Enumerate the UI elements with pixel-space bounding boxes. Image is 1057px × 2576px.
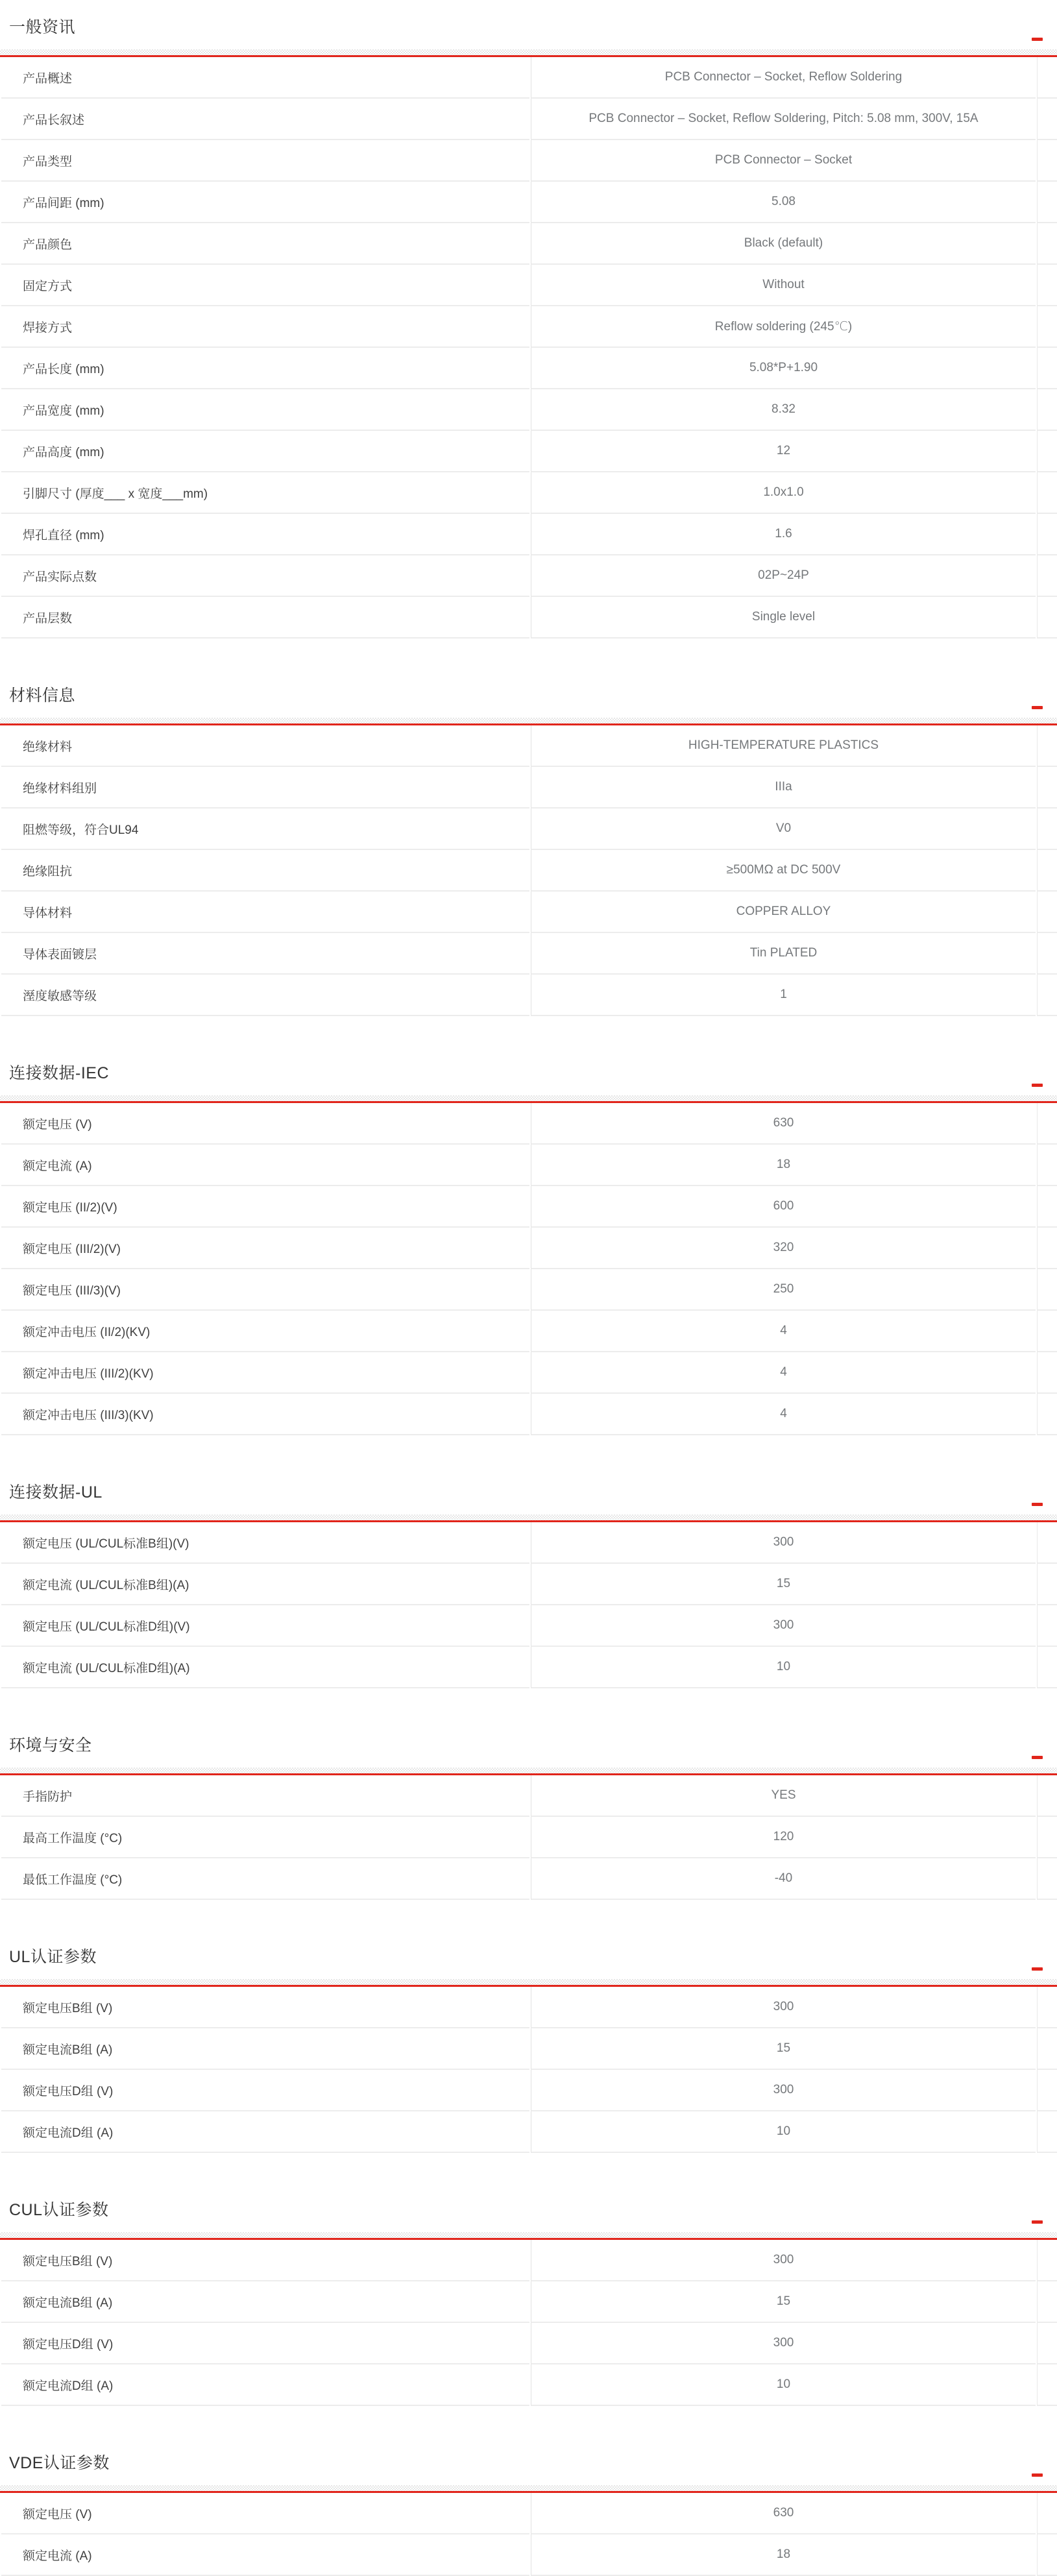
table-row bbox=[1, 265, 1057, 306]
section-divider-band bbox=[0, 718, 1057, 725]
spec-value: Reflow soldering (245℃) bbox=[531, 306, 1036, 348]
table-row bbox=[1, 2534, 1057, 2576]
product-spec-page bbox=[0, 17, 1057, 2576]
section-divider-band bbox=[0, 1095, 1057, 1103]
table-row bbox=[1, 1647, 1057, 1688]
spec-spacer-cell bbox=[1037, 808, 1057, 850]
collapse-minus-icon[interactable] bbox=[1032, 1084, 1043, 1087]
table-row bbox=[1, 850, 1057, 892]
spec-label: 额定电流 (A) bbox=[1, 2534, 529, 2576]
spec-spacer-cell bbox=[1037, 1269, 1057, 1311]
spec-spacer-cell bbox=[1037, 850, 1057, 892]
spec-label: 产品长度 (mm) bbox=[1, 348, 529, 389]
spec-spacer-cell bbox=[1037, 1605, 1057, 1647]
table-row bbox=[1, 1605, 1057, 1647]
table-row bbox=[1, 2364, 1057, 2406]
section-title: 材料信息 bbox=[9, 687, 76, 705]
table-row bbox=[1, 1987, 1057, 2028]
spec-value: 15 bbox=[531, 1564, 1036, 1605]
spec-label: 额定电压B组 (V) bbox=[1, 1987, 529, 2028]
spec-label: 产品类型 bbox=[1, 140, 529, 182]
spec-value: 10 bbox=[531, 1647, 1036, 1688]
spec-label: 最低工作温度 (°C) bbox=[1, 1858, 529, 1900]
spec-table-body bbox=[1, 1987, 1057, 2153]
spec-label: 导体材料 bbox=[1, 892, 529, 933]
table-row bbox=[1, 2111, 1057, 2153]
spec-spacer-cell bbox=[1037, 597, 1057, 638]
spec-label: 额定电流 (UL/CUL标准B组)(A) bbox=[1, 1564, 529, 1605]
section-divider-band bbox=[0, 2485, 1057, 2493]
section-title: UL认证参数 bbox=[9, 1948, 97, 1966]
spec-table bbox=[0, 57, 1057, 638]
spec-value: PCB Connector – Socket, Reflow Soldering, Pitch: 5.08 mm, 300V, 15A bbox=[531, 99, 1036, 140]
section-header bbox=[0, 685, 1057, 706]
section-header bbox=[0, 17, 1057, 38]
table-row bbox=[1, 348, 1057, 389]
spec-value: 5.08 bbox=[531, 182, 1036, 223]
table-row bbox=[1, 431, 1057, 472]
spec-spacer-cell bbox=[1037, 2493, 1057, 2534]
section-divider-band bbox=[0, 49, 1057, 57]
collapse-minus-icon[interactable] bbox=[1032, 1503, 1043, 1506]
spec-label: 产品间距 (mm) bbox=[1, 182, 529, 223]
table-row bbox=[1, 892, 1057, 933]
spec-spacer-cell bbox=[1037, 2070, 1057, 2111]
spec-section-2 bbox=[0, 685, 1057, 1016]
table-row bbox=[1, 1352, 1057, 1394]
table-row bbox=[1, 1817, 1057, 1858]
spec-label: 手指防护 bbox=[1, 1775, 529, 1817]
spec-label: 额定电压 (III/3)(V) bbox=[1, 1269, 529, 1311]
spec-table-body bbox=[1, 1775, 1057, 1900]
spec-value: 15 bbox=[531, 2028, 1036, 2070]
spec-section-3 bbox=[0, 1063, 1057, 1435]
spec-label: 引脚尺寸 (厚度___ x 宽度___mm) bbox=[1, 472, 529, 514]
spec-spacer-cell bbox=[1037, 1145, 1057, 1186]
table-row bbox=[1, 725, 1057, 767]
spec-spacer-cell bbox=[1037, 2323, 1057, 2364]
spec-value: 630 bbox=[531, 2493, 1036, 2534]
table-row bbox=[1, 1228, 1057, 1269]
collapse-minus-icon[interactable] bbox=[1032, 1967, 1043, 1971]
table-row bbox=[1, 1269, 1057, 1311]
spec-table bbox=[0, 2240, 1057, 2406]
spec-label: 产品长叙述 bbox=[1, 99, 529, 140]
spec-section-4 bbox=[0, 1482, 1057, 1688]
spec-value: 4 bbox=[531, 1311, 1036, 1352]
spec-value: 300 bbox=[531, 2240, 1036, 2281]
spec-value: YES bbox=[531, 1775, 1036, 1817]
table-row bbox=[1, 1775, 1057, 1817]
spec-spacer-cell bbox=[1037, 514, 1057, 555]
spec-spacer-cell bbox=[1037, 2028, 1057, 2070]
table-row bbox=[1, 1858, 1057, 1900]
spec-label: 产品实际点数 bbox=[1, 555, 529, 597]
spec-spacer-cell bbox=[1037, 1858, 1057, 1900]
spec-value: Tin PLATED bbox=[531, 933, 1036, 975]
spec-label: 额定冲击电压 (III/2)(KV) bbox=[1, 1352, 529, 1394]
spec-spacer-cell bbox=[1037, 182, 1057, 223]
spec-value: 250 bbox=[531, 1269, 1036, 1311]
spec-label: 额定电压 (UL/CUL标准B组)(V) bbox=[1, 1522, 529, 1564]
table-row bbox=[1, 597, 1057, 638]
spec-spacer-cell bbox=[1037, 431, 1057, 472]
spec-table bbox=[0, 1522, 1057, 1688]
spec-table-body bbox=[1, 1103, 1057, 1435]
table-row bbox=[1, 808, 1057, 850]
table-row bbox=[1, 555, 1057, 597]
spec-value: PCB Connector – Socket, Reflow Soldering bbox=[531, 57, 1036, 99]
spec-value: 1 bbox=[531, 975, 1036, 1016]
spec-value: 1.6 bbox=[531, 514, 1036, 555]
spec-label: 产品高度 (mm) bbox=[1, 431, 529, 472]
spec-label: 溼度敏感等级 bbox=[1, 975, 529, 1016]
table-row bbox=[1, 1522, 1057, 1564]
spec-label: 额定电压B组 (V) bbox=[1, 2240, 529, 2281]
spec-spacer-cell bbox=[1037, 99, 1057, 140]
spec-spacer-cell bbox=[1037, 1522, 1057, 1564]
spec-value: 300 bbox=[531, 1987, 1036, 2028]
spec-value: 120 bbox=[531, 1817, 1036, 1858]
spec-spacer-cell bbox=[1037, 1228, 1057, 1269]
spec-value: 300 bbox=[531, 1605, 1036, 1647]
spec-value: -40 bbox=[531, 1858, 1036, 1900]
spec-table-body bbox=[1, 725, 1057, 1016]
spec-label: 导体表面镀层 bbox=[1, 933, 529, 975]
spec-table bbox=[0, 725, 1057, 1016]
spec-label: 绝缘材料 bbox=[1, 725, 529, 767]
spec-section-7 bbox=[0, 2200, 1057, 2406]
spec-spacer-cell bbox=[1037, 472, 1057, 514]
spec-label: 产品宽度 (mm) bbox=[1, 389, 529, 431]
spec-spacer-cell bbox=[1037, 140, 1057, 182]
spec-spacer-cell bbox=[1037, 2281, 1057, 2323]
spec-label: 焊孔直径 (mm) bbox=[1, 514, 529, 555]
spec-label: 额定电流B组 (A) bbox=[1, 2028, 529, 2070]
section-divider-band bbox=[0, 1768, 1057, 1775]
table-row bbox=[1, 2028, 1057, 2070]
spec-section-1 bbox=[0, 17, 1057, 638]
spec-value: 10 bbox=[531, 2111, 1036, 2153]
spec-value: IIIa bbox=[531, 767, 1036, 808]
spec-table-body bbox=[1, 1522, 1057, 1688]
spec-value: HIGH-TEMPERATURE PLASTICS bbox=[531, 725, 1036, 767]
table-row bbox=[1, 2281, 1057, 2323]
spec-section-5 bbox=[0, 1735, 1057, 1900]
spec-value: 8.32 bbox=[531, 389, 1036, 431]
table-row bbox=[1, 933, 1057, 975]
spec-label: 产品颜色 bbox=[1, 223, 529, 265]
collapse-minus-icon[interactable] bbox=[1032, 38, 1043, 41]
section-title: 连接数据-IEC bbox=[9, 1064, 110, 1082]
spec-table-body bbox=[1, 57, 1057, 638]
spec-label: 额定冲击电压 (II/2)(KV) bbox=[1, 1311, 529, 1352]
table-row bbox=[1, 140, 1057, 182]
table-row bbox=[1, 182, 1057, 223]
spec-value: 4 bbox=[531, 1394, 1036, 1435]
spec-spacer-cell bbox=[1037, 223, 1057, 265]
spec-spacer-cell bbox=[1037, 2534, 1057, 2576]
spec-table bbox=[0, 1775, 1057, 1900]
table-row bbox=[1, 2240, 1057, 2281]
spec-spacer-cell bbox=[1037, 767, 1057, 808]
spec-value: 10 bbox=[531, 2364, 1036, 2406]
spec-spacer-cell bbox=[1037, 348, 1057, 389]
spec-value: 300 bbox=[531, 2070, 1036, 2111]
spec-spacer-cell bbox=[1037, 1564, 1057, 1605]
table-row bbox=[1, 1186, 1057, 1228]
section-divider-band bbox=[0, 1979, 1057, 1987]
table-row bbox=[1, 472, 1057, 514]
table-row bbox=[1, 99, 1057, 140]
spec-label: 绝缘材料组别 bbox=[1, 767, 529, 808]
spec-value: Black (default) bbox=[531, 223, 1036, 265]
section-title: CUL认证参数 bbox=[9, 2201, 109, 2219]
spec-spacer-cell bbox=[1037, 892, 1057, 933]
spec-value: 1.0x1.0 bbox=[531, 472, 1036, 514]
spec-label: 额定电流B组 (A) bbox=[1, 2281, 529, 2323]
section-title: 连接数据-UL bbox=[9, 1483, 103, 1501]
spec-label: 额定电压 (II/2)(V) bbox=[1, 1186, 529, 1228]
spec-spacer-cell bbox=[1037, 1775, 1057, 1817]
table-row bbox=[1, 2493, 1057, 2534]
spec-spacer-cell bbox=[1037, 2364, 1057, 2406]
spec-label: 额定电流 (A) bbox=[1, 1145, 529, 1186]
spec-spacer-cell bbox=[1037, 1186, 1057, 1228]
spec-value: Single level bbox=[531, 597, 1036, 638]
table-row bbox=[1, 1564, 1057, 1605]
spec-value: 600 bbox=[531, 1186, 1036, 1228]
table-row bbox=[1, 2323, 1057, 2364]
table-row bbox=[1, 975, 1057, 1016]
table-row bbox=[1, 767, 1057, 808]
spec-value: PCB Connector – Socket bbox=[531, 140, 1036, 182]
spec-table bbox=[0, 2493, 1057, 2576]
spec-label: 阻燃等级，符合UL94 bbox=[1, 808, 529, 850]
spec-spacer-cell bbox=[1037, 2240, 1057, 2281]
spec-spacer-cell bbox=[1037, 975, 1057, 1016]
collapse-minus-icon[interactable] bbox=[1032, 2220, 1043, 2224]
spec-label: 产品概述 bbox=[1, 57, 529, 99]
table-row bbox=[1, 1311, 1057, 1352]
spec-value: 630 bbox=[531, 1103, 1036, 1145]
spec-spacer-cell bbox=[1037, 306, 1057, 348]
section-title: 一般资讯 bbox=[9, 18, 76, 36]
spec-value: 300 bbox=[531, 2323, 1036, 2364]
spec-spacer-cell bbox=[1037, 265, 1057, 306]
spec-spacer-cell bbox=[1037, 933, 1057, 975]
section-title: 环境与安全 bbox=[9, 1736, 92, 1755]
spec-label: 额定电压D组 (V) bbox=[1, 2070, 529, 2111]
spec-value: ≥500MΩ at DC 500V bbox=[531, 850, 1036, 892]
spec-label: 额定冲击电压 (III/3)(KV) bbox=[1, 1394, 529, 1435]
spec-value: 300 bbox=[531, 1522, 1036, 1564]
spec-label: 产品层数 bbox=[1, 597, 529, 638]
spec-label: 额定电流 (UL/CUL标准D组)(A) bbox=[1, 1647, 529, 1688]
table-row bbox=[1, 223, 1057, 265]
spec-spacer-cell bbox=[1037, 1394, 1057, 1435]
collapse-minus-icon[interactable] bbox=[1032, 1756, 1043, 1759]
spec-label: 额定电压 (V) bbox=[1, 2493, 529, 2534]
spec-spacer-cell bbox=[1037, 1817, 1057, 1858]
spec-value: COPPER ALLOY bbox=[531, 892, 1036, 933]
spec-value: 18 bbox=[531, 1145, 1036, 1186]
spec-table bbox=[0, 1103, 1057, 1435]
section-header bbox=[0, 1063, 1057, 1084]
spec-label: 额定电压 (UL/CUL标准D组)(V) bbox=[1, 1605, 529, 1647]
table-row bbox=[1, 389, 1057, 431]
spec-spacer-cell bbox=[1037, 1103, 1057, 1145]
spec-spacer-cell bbox=[1037, 2111, 1057, 2153]
spec-table-body bbox=[1, 2240, 1057, 2406]
spec-spacer-cell bbox=[1037, 555, 1057, 597]
collapse-minus-icon[interactable] bbox=[1032, 2473, 1043, 2477]
spec-spacer-cell bbox=[1037, 725, 1057, 767]
spec-label: 额定电流D组 (A) bbox=[1, 2364, 529, 2406]
spec-spacer-cell bbox=[1037, 1647, 1057, 1688]
section-header bbox=[0, 1482, 1057, 1503]
spec-table-body bbox=[1, 2493, 1057, 2576]
spec-label: 额定电压 (V) bbox=[1, 1103, 529, 1145]
spec-spacer-cell bbox=[1037, 389, 1057, 431]
section-header bbox=[0, 2453, 1057, 2473]
collapse-minus-icon[interactable] bbox=[1032, 706, 1043, 709]
spec-spacer-cell bbox=[1037, 57, 1057, 99]
table-row bbox=[1, 1103, 1057, 1145]
spec-value: 320 bbox=[531, 1228, 1036, 1269]
spec-value: 18 bbox=[531, 2534, 1036, 2576]
spec-value: 5.08*P+1.90 bbox=[531, 348, 1036, 389]
spec-value: 12 bbox=[531, 431, 1036, 472]
spec-value: 4 bbox=[531, 1352, 1036, 1394]
section-header bbox=[0, 1947, 1057, 1967]
table-row bbox=[1, 1145, 1057, 1186]
spec-value: 02P~24P bbox=[531, 555, 1036, 597]
section-divider-band bbox=[0, 1514, 1057, 1522]
table-row bbox=[1, 514, 1057, 555]
spec-spacer-cell bbox=[1037, 1311, 1057, 1352]
table-row bbox=[1, 306, 1057, 348]
table-row bbox=[1, 57, 1057, 99]
spec-spacer-cell bbox=[1037, 1352, 1057, 1394]
spec-label: 最高工作温度 (°C) bbox=[1, 1817, 529, 1858]
spec-value: 15 bbox=[531, 2281, 1036, 2323]
spec-value: Without bbox=[531, 265, 1036, 306]
spec-table bbox=[0, 1987, 1057, 2153]
section-title: VDE认证参数 bbox=[9, 2454, 110, 2472]
section-header bbox=[0, 1735, 1057, 1756]
spec-spacer-cell bbox=[1037, 1987, 1057, 2028]
spec-label: 额定电压 (III/2)(V) bbox=[1, 1228, 529, 1269]
spec-section-8 bbox=[0, 2453, 1057, 2576]
spec-label: 额定电流D组 (A) bbox=[1, 2111, 529, 2153]
spec-label: 焊接方式 bbox=[1, 306, 529, 348]
section-divider-band bbox=[0, 2232, 1057, 2240]
section-header bbox=[0, 2200, 1057, 2220]
spec-label: 固定方式 bbox=[1, 265, 529, 306]
spec-section-6 bbox=[0, 1947, 1057, 2153]
spec-label: 绝缘阻抗 bbox=[1, 850, 529, 892]
table-row bbox=[1, 1394, 1057, 1435]
spec-label: 额定电压D组 (V) bbox=[1, 2323, 529, 2364]
spec-value: V0 bbox=[531, 808, 1036, 850]
table-row bbox=[1, 2070, 1057, 2111]
